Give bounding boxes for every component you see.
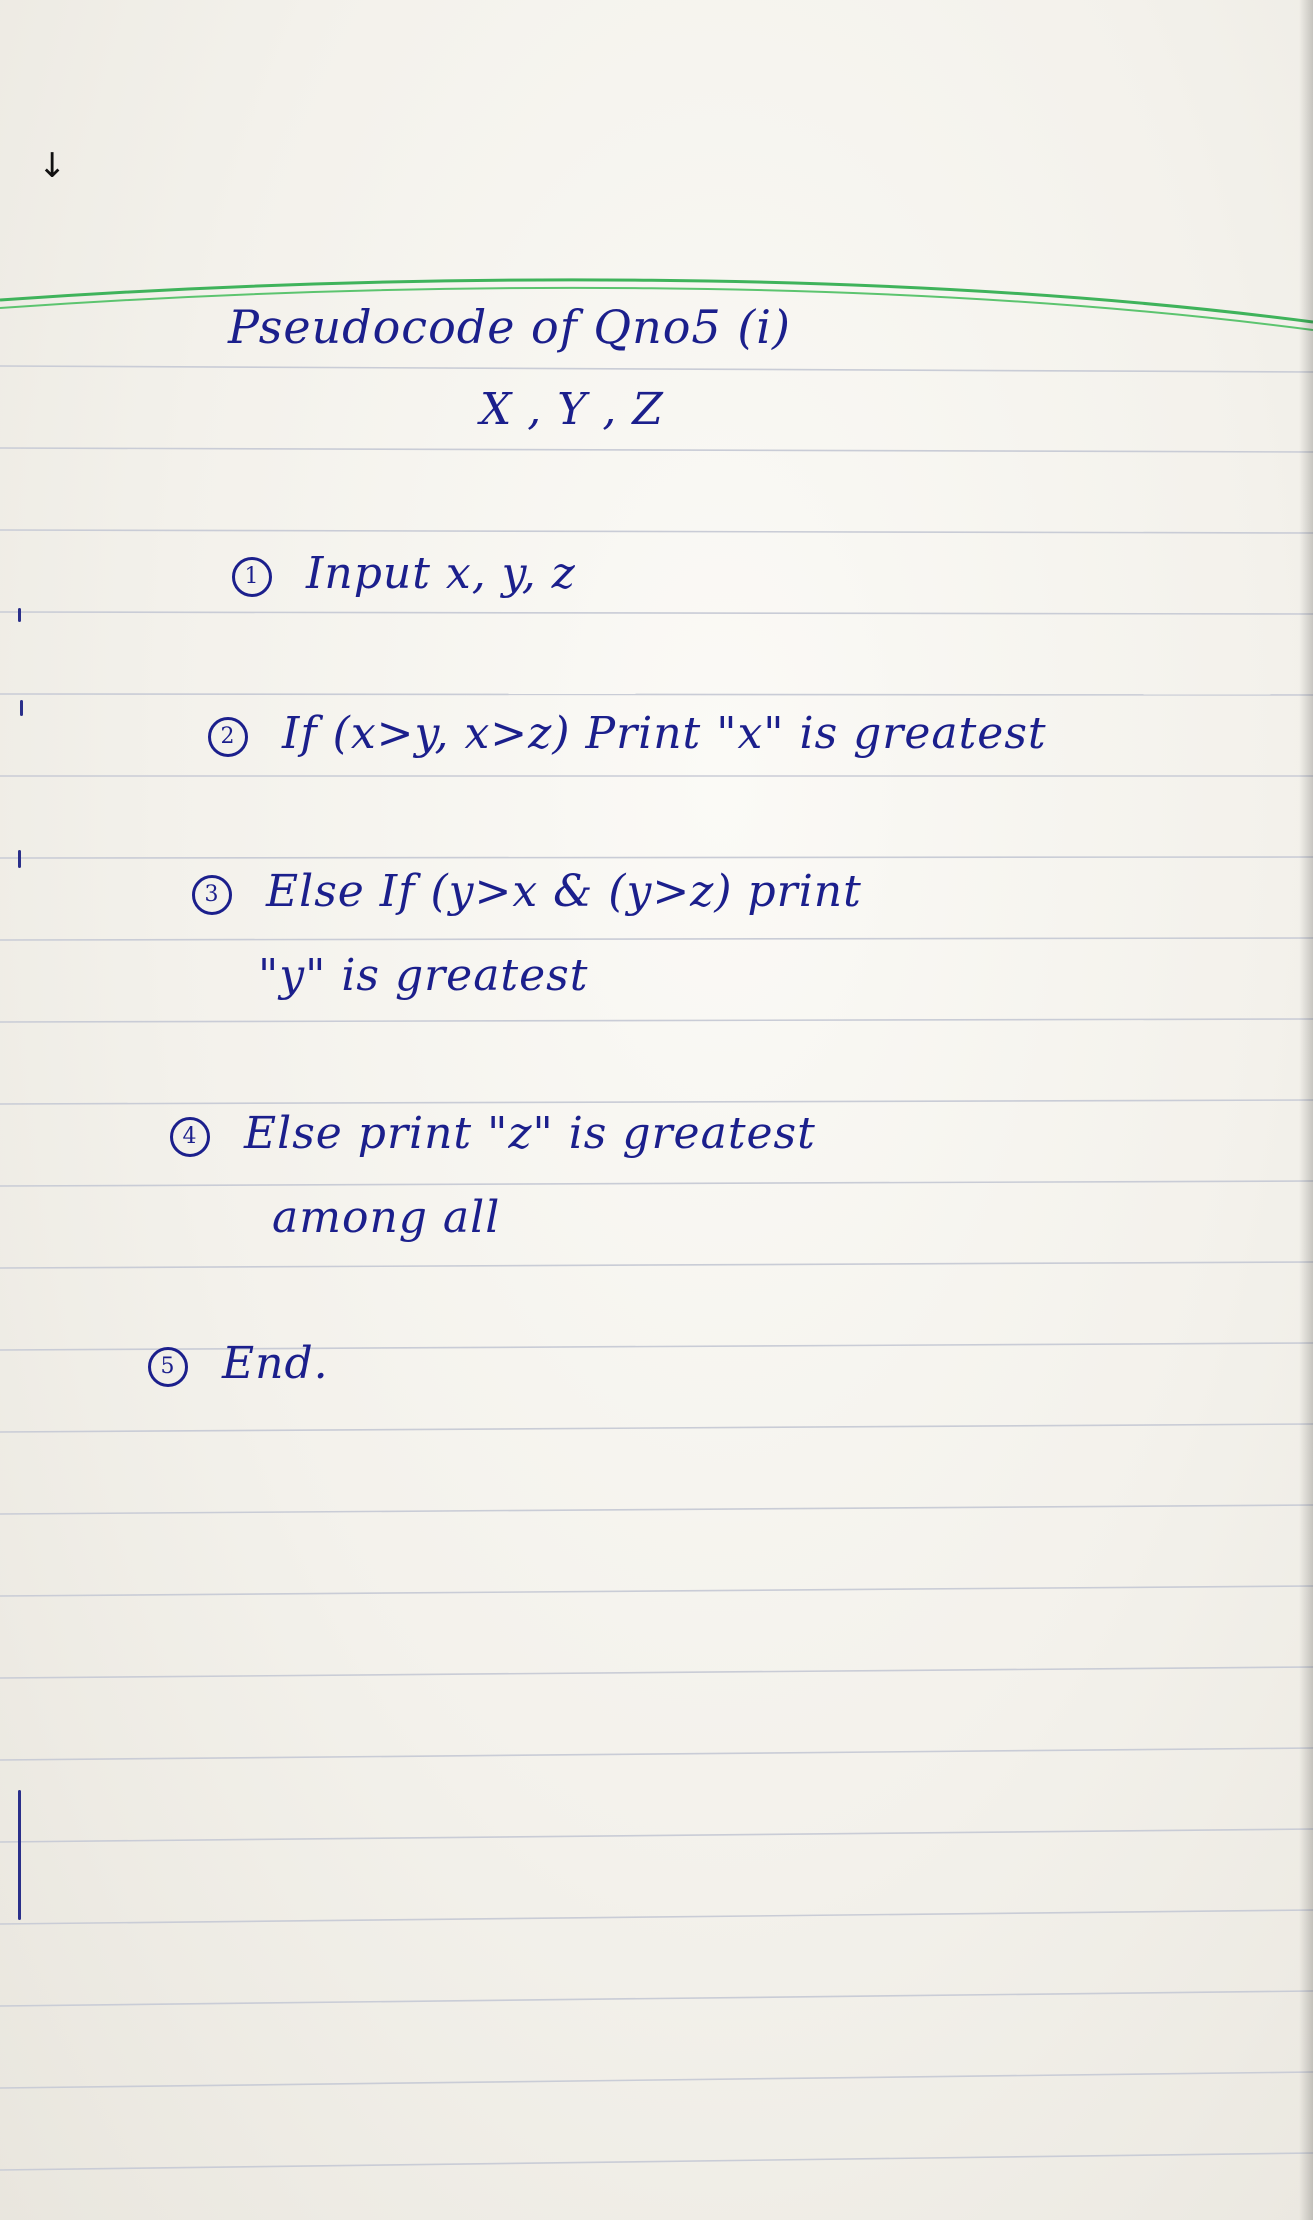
- step-number-badge: 5: [148, 1347, 188, 1387]
- margin-line: [18, 1790, 21, 1920]
- step-text: Else If (y>x & (y>z) print: [266, 866, 862, 917]
- margin-tick: [18, 850, 21, 868]
- step-3-continuation: "y" is greatest: [258, 950, 589, 1001]
- margin-tick: [18, 608, 21, 622]
- step-2: [208, 708, 1047, 759]
- step-5: [148, 1338, 329, 1389]
- step-text: Input x, y, z: [306, 548, 576, 599]
- step-number-badge: 2: [208, 717, 248, 757]
- stray-pen-mark: ↓: [38, 146, 67, 186]
- horizontal-rules: [0, 366, 1313, 2170]
- step-4-continuation: among all: [272, 1192, 501, 1243]
- page-title: Pseudocode of Qno5 (i): [228, 300, 791, 354]
- step-text: End.: [222, 1338, 329, 1389]
- step-3: [192, 866, 862, 917]
- step-4: [170, 1108, 816, 1159]
- step-number-badge: 4: [170, 1117, 210, 1157]
- margin-tick: [20, 700, 23, 716]
- step-text: If (x>y, x>z) Print "x" is greatest: [282, 708, 1047, 759]
- page-edge-shadow: [1299, 0, 1313, 2220]
- step-number-badge: 3: [192, 875, 232, 915]
- variables-line: X , Y , Z: [480, 384, 664, 435]
- step-text: Else print "z" is greatest: [244, 1108, 816, 1159]
- step-1: [232, 548, 576, 599]
- step-number-badge: 1: [232, 557, 272, 597]
